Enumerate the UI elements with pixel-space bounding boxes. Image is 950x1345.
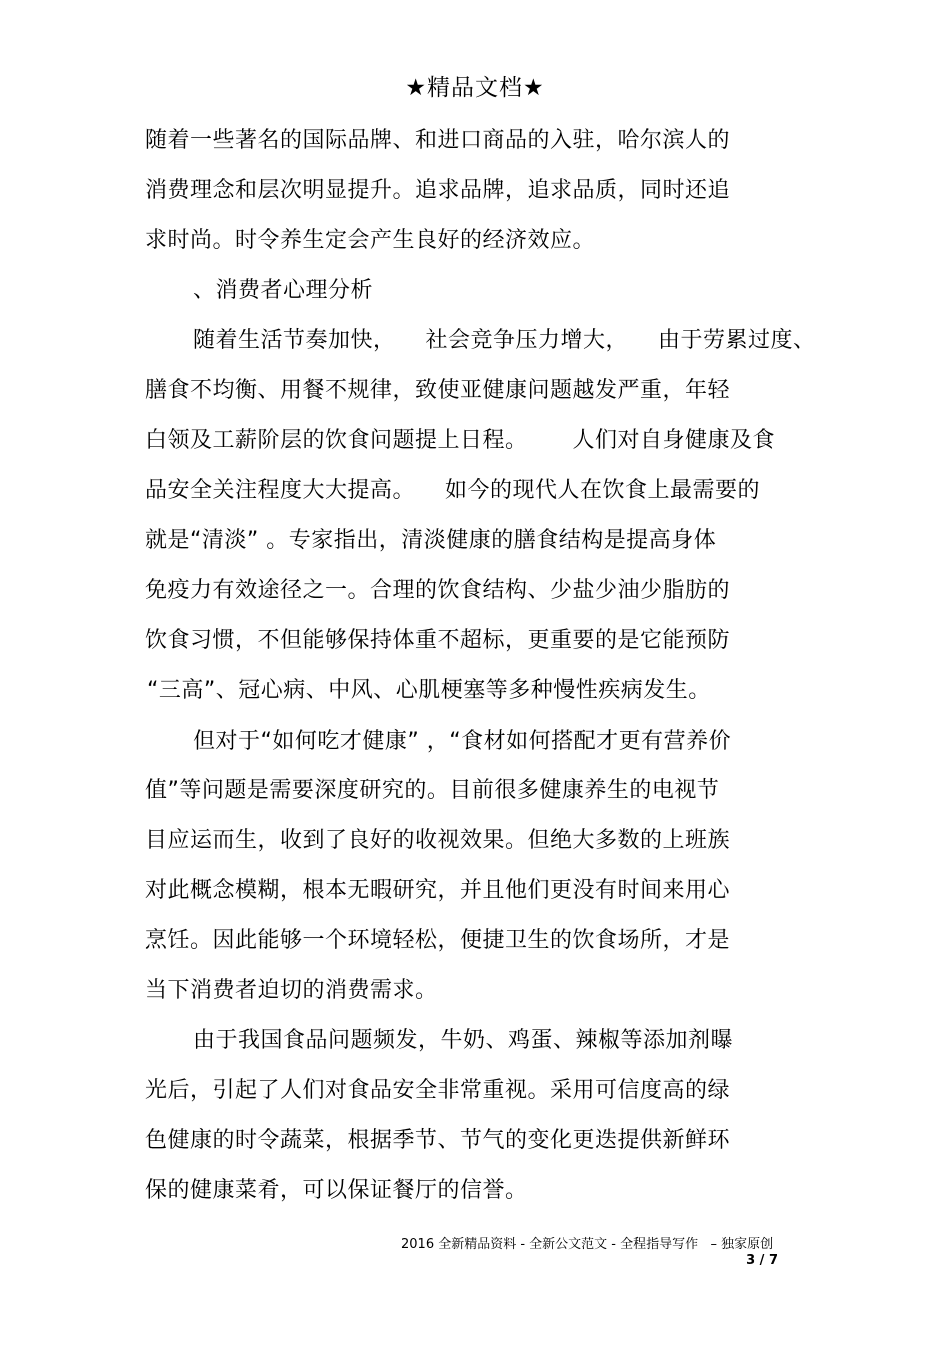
paragraph-line: 目应运而生，收到了良好的收视效果。但绝大多数的上班族 [145,828,731,853]
paragraph-line: 光后，引起了人们对食品安全非常重视。采用可信度高的绿 [145,1078,731,1103]
paragraph-line: 品安全关注程度大大提高。 如今的现代人在饮食上最需要的 [145,478,760,503]
paragraph-line: 膳食不均衡、用餐不规律，致使亚健康问题越发严重，年轻 [145,378,731,403]
document-header-title: ★精品文档★ [405,75,545,101]
paragraph-line: 色健康的时令蔬菜，根据季节、节气的变化更迭提供新鲜环 [145,1128,731,1153]
paragraph-line: 保的健康菜肴，可以保证餐厅的信誉。 [145,1178,528,1203]
paragraph-line: 随着生活节奏加快， 社会竞争压力增大， 由于劳累过度、 [193,328,816,353]
paragraph-line: 饮食习惯，不但能够保持体重不超标，更重要的是它能预防 [145,628,731,653]
paragraph-line: 白领及工薪阶层的饮食问题提上日程。 人们对自身健康及食 [145,428,775,453]
paragraph-line: 值”等问题是需要深度研究的。目前很多健康养生的电视节 [145,778,720,803]
paragraph-line: 消费理念和层次明显提升。追求品牌，追求品质，同时还追 [145,178,731,203]
paragraph-line: 免疫力有效途径之一。合理的饮食结构、少盐少油少脂肪的 [145,578,731,603]
paragraph-line: 求时尚。时令养生定会产生良好的经济效应。 [145,228,596,253]
paragraph-line: 随着一些著名的国际品牌、和进口商品的入驻，哈尔滨人的 [145,128,731,153]
paragraph-line: 但对于“如何吃才健康” ，“食材如何搭配才更有营养价 [193,729,732,754]
paragraph-line: 由于我国食品问题频发，牛奶、鸡蛋、辣椒等添加剂曝 [193,1028,734,1053]
page-number: 3 / 7 [746,1253,778,1268]
footer-text: 2016 全新精品资料 - 全新公文范文 - 全程指导写作 – 独家原创 [401,1237,774,1252]
paragraph-line: 就是“清淡” 。专家指出，清淡健康的膳食结构是提高身体 [145,528,717,553]
section-heading: 、消费者心理分析 [193,278,374,303]
paragraph-line: 当下消费者迫切的消费需求。 [145,978,438,1003]
paragraph-line: “三高”、冠心病、中风、心肌梗塞等多种慢性疾病发生。 [147,678,711,703]
paragraph-line: 烹饪。因此能够一个环境轻松，便捷卫生的饮食场所，才是 [145,928,731,953]
paragraph-line: 对此概念模糊，根本无暇研究，并且他们更没有时间来用心 [145,878,731,903]
